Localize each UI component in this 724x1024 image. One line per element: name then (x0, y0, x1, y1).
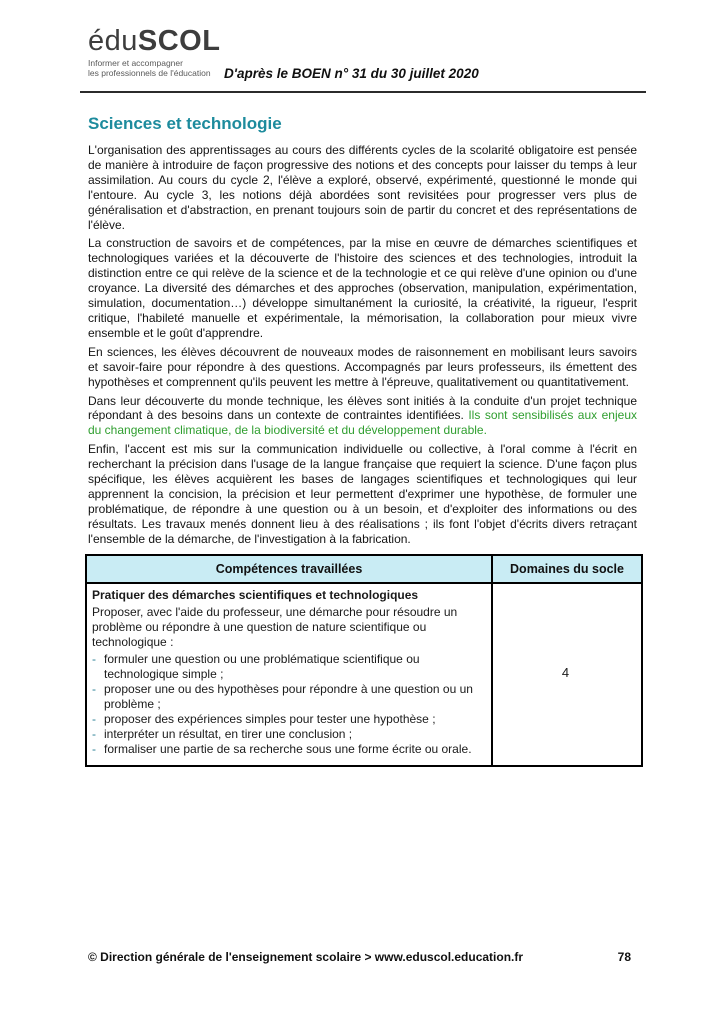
footer-copyright: © Direction générale de l'enseignement scolaire > www.eduscol.education.fr (88, 950, 524, 964)
logo-tagline-line1: Informer et accompagner (88, 58, 183, 68)
competences-cell (86, 583, 492, 766)
dash-marker: - (92, 741, 96, 756)
dash-marker: - (92, 681, 96, 696)
header-divider-rule (80, 91, 646, 93)
dash-marker: - (92, 651, 96, 666)
eduscol-logo (88, 26, 220, 78)
table-row (86, 583, 642, 766)
list-item-text: proposer une ou des hypothèses pour répondre à une question ou un problème ; (104, 681, 473, 711)
page-footer (88, 950, 631, 964)
competences-table (85, 554, 643, 767)
competence-intro: Proposer, avec l'aide du professeur, une démarche pour résoudre un problème ou répondre à une question de nature scientifique ou technologique : (92, 604, 458, 649)
eduscol-logo-wordmark (88, 26, 220, 56)
list-item (92, 742, 483, 757)
page-number: 78 (617, 950, 631, 964)
paragraph-4-normal-text: Dans leur découverte du monde technique, les élèves sont initiés à la conduite d'un projet technique répondant à des besoins dans un contexte de contraintes identifiées. (88, 393, 637, 423)
logo-text-scol: SCOL (137, 25, 221, 57)
document-content (88, 114, 637, 767)
logo-tagline-line2: les professionnels de l'éducation (88, 68, 211, 78)
dash-marker: - (92, 711, 96, 726)
body-paragraph-1: L'organisation des apprentissages au cours des différents cycles de la scolarité obligatoire est pensée de manière à introduire de façon progressive des notions et des concepts pour laisser du temps à leur assimilation. Au cours du cycle 2, l'élève a exploré, observé, expérimenté, questionné le monde qui l'entoure. Au cycle 3, les notions déjà abordées sont revisitées pour progresser vers plus de généralisation et d'abstraction, en prenant toujours soin de partir du concret et des représentations de l'élève. (88, 143, 637, 232)
boen-source-line: D'après le BOEN n° 31 du 30 juillet 2020 (224, 66, 479, 81)
body-paragraph-3: En sciences, les élèves découvrent de nouveaux modes de raisonnement en mobilisant leurs savoirs et savoir-faire pour répondre à des questions. Accompagnés par leurs professeurs, ils émettent des hypothèses et comprennent qu'ils peuvent les mettre à l'épreuve, qualitativement ou quantitativement. (88, 344, 637, 389)
domaine-socle-value: 4 (492, 583, 642, 766)
list-item (92, 712, 483, 727)
page-title: Sciences et technologie (88, 114, 282, 133)
list-item (92, 682, 483, 712)
list-item-text: interpréter un résultat, en tirer une conclusion ; (104, 726, 353, 741)
body-paragraph-2: La construction de savoirs et de compétences, par la mise en œuvre de démarches scientifiques et technologiques variées et la découverte de l'histoire des sciences et des technologies, introduit la distinction entre ce qui relève de la science et de la technologie et ce qui relève d'une opinion ou d'une croyance. La diversité des démarches et des approches (observation, manipulation, expérimentation, simulation, documentation…) développe simultanément la curiosité, la créativité, la rigueur, l'esprit critique, l'habileté manuelle et expérimentale, la mémorisation, la collaboration pour mieux vivre ensemble et le goût d'apprendre. (88, 236, 637, 340)
highlighted-green-text: Ils sont sensibilisés aux enjeux du changement climatique, de la biodiversité et du développement durable. (88, 408, 637, 438)
table-header-row (86, 555, 642, 583)
body-paragraph-4 (88, 394, 637, 439)
list-item (92, 727, 483, 742)
list-item-text: formuler une question ou une problématique scientifique ou technologique simple ; (104, 651, 420, 681)
column-header-domaines: Domaines du socle (492, 555, 642, 583)
logo-text-edu: édu (88, 25, 138, 57)
list-item-text: formaliser une partie de sa recherche sous une forme écrite ou orale. (104, 741, 472, 756)
column-header-competences: Compétences travaillées (86, 555, 492, 583)
competence-heading: Pratiquer des démarches scientifiques et technologiques (92, 587, 419, 602)
body-paragraph-5: Enfin, l'accent est mis sur la communication individuelle ou collective, à l'oral comme à l'écrit en recherchant la précision dans l'usage de la langue française que requiert la science. D'une façon plus spécifique, les élèves acquièrent les bases de langages scientifiques et technologiques qui leur apprennent la concision, la précision et leur permettent d'exprimer une hypothèse, de formuler une problématique, de répondre à une question ou à un besoin, et d'exploiter des informations ou des résultats. Les travaux menés donnent lieu à des réalisations ; ils font l'objet d'écrits divers retraçant l'ensemble de la démarche, de l'investigation à la fabrication. (88, 442, 637, 546)
dash-marker: - (92, 726, 96, 741)
list-item (92, 652, 483, 682)
list-item-text: proposer des expériences simples pour tester une hypothèse ; (104, 711, 436, 726)
logo-tagline (88, 58, 220, 78)
competence-list (92, 652, 483, 757)
